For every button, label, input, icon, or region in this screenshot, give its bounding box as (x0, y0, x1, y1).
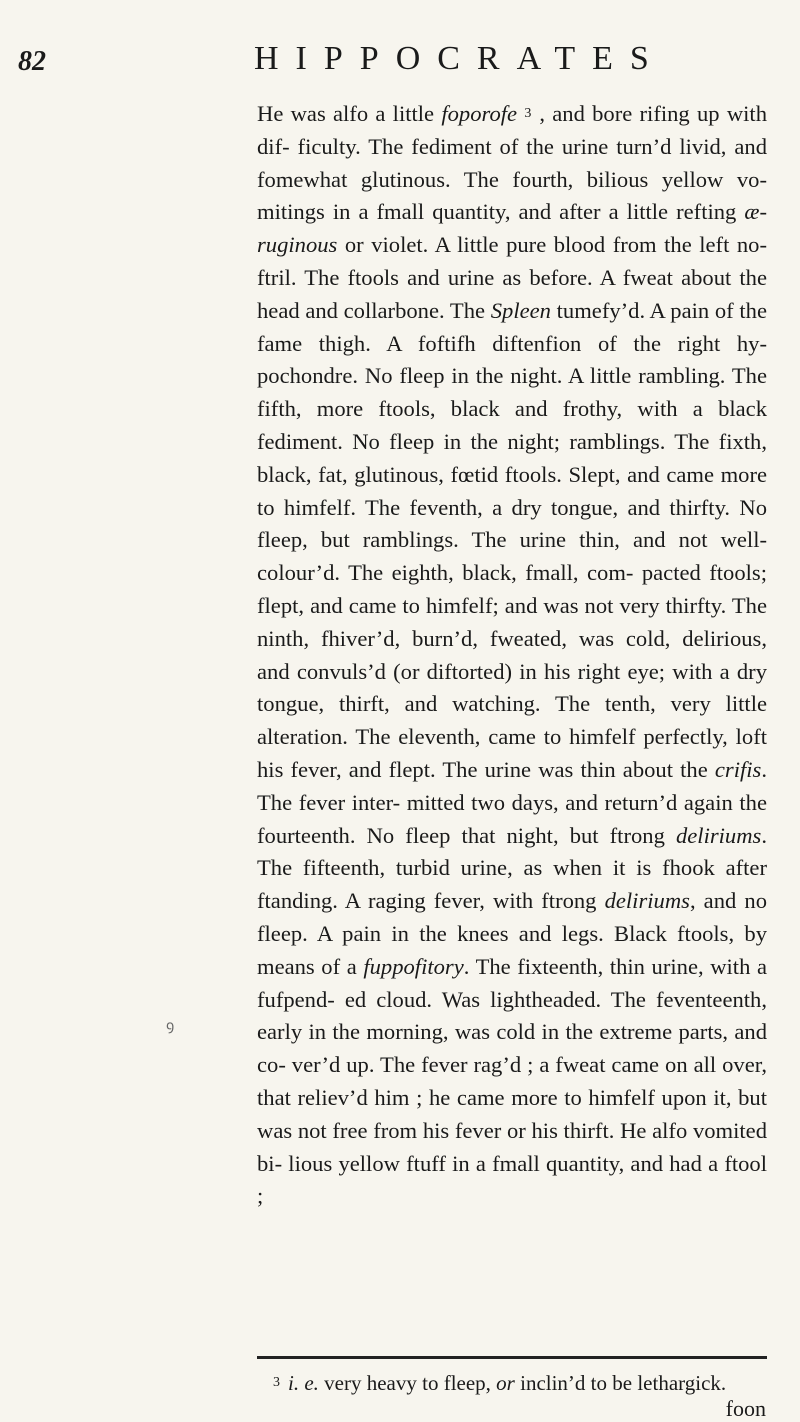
catchword: foon (725, 1396, 766, 1421)
text-segment: tumefy’d. A pain of the fame thigh. A foftifh diftenfion of the right hy- pochondre. No fleep in the night. A little rambling. The fifth, more ftools, black and frothy, with a black fediment. No fleep in the night; ramblings. The fixth, black, fat, glutinous, fœtid ftools. Slept, and came more to himfelf. The feventh, a dry tongue, and thirfty. No fleep, but ramblings. The urine thin, and not well-colour’d. The eighth, black, fmall, com- pacted ftools; flept, and came to himfelf; and was not very thirfty. The ninth, fhiver’d, burn’d, fweated, was cold, delirious, and convuls’d (or diftorted) in his right eye; with a dry tongue, thirft, and watching. The tenth, very little alteration. The eleventh, came to himfelf perfectly, loft his fever, and flept. The urine was thin about the (257, 297, 767, 782)
text-segment: , and bore rifing up with dif- ficulty. The fediment of the urine turn’d livid, and fomewhat glutinous. The fourth, bilious yellow vo- mitings in a fmall quantity, and after a little refting (257, 101, 767, 225)
margin-mark: ꝯ (166, 1019, 175, 1034)
footnote-rule (257, 1356, 767, 1359)
footnote-text (257, 1368, 767, 1398)
text-segment: , and no fleep. A pain in the knees and legs. Black ftools, by means of a (257, 888, 767, 979)
footnote-reference: 3 (524, 106, 532, 121)
italic-term: deliriums (675, 822, 762, 848)
footnote-or: or (496, 1371, 515, 1395)
text-segment: He was alfo a little (257, 101, 442, 126)
text-segment: . The fever inter- mitted two days, and return’d again the fourteenth. No fleep that night, but ftrong (257, 756, 767, 848)
text-segment: . The fifteenth, turbid urine, as when it is fhook after ftanding. A raging fever, with ftrong (257, 822, 767, 914)
footnote-segment: very heavy to fleep, (318, 1371, 497, 1395)
footnote-abbrev: i. e. (288, 1371, 319, 1395)
footnote (257, 1368, 767, 1398)
italic-term: foporofe (441, 101, 518, 126)
italic-term: deliriums (604, 888, 690, 914)
footnote-mark: 3 (273, 1375, 280, 1390)
body-text (257, 98, 767, 1213)
body-paragraph (257, 98, 767, 1213)
italic-term: fuppofitory (363, 953, 464, 979)
footnote-segment: inclin’d to be lethargick. (514, 1371, 727, 1395)
italic-term: æ- ruginous (257, 199, 767, 258)
text-segment: . The fixteenth, thin urine, with a fufpend- ed cloud. Was lightheaded. The feventeenth, early in the morning, was cold in the extreme parts, and co- ver’d up. The fever rag’d ; a fweat came on all over, that reliev’d him ; he came more to himfelf upon it, but was not free from his fever or his thirft. He alfo vomited bi- lious yellow ftuff in a fmall quantity, and had a ftool ; (257, 953, 767, 1209)
italic-term: crifis (714, 756, 762, 782)
text-segment: or violet. A little pure blood from the left no- ftril. The ftools and urine as before. A fweat about the head and collarbone. The (257, 232, 767, 323)
page-number: 82 (18, 46, 46, 77)
running-head: HIPPOCRATES (254, 40, 666, 77)
italic-term: Spleen (490, 297, 551, 323)
